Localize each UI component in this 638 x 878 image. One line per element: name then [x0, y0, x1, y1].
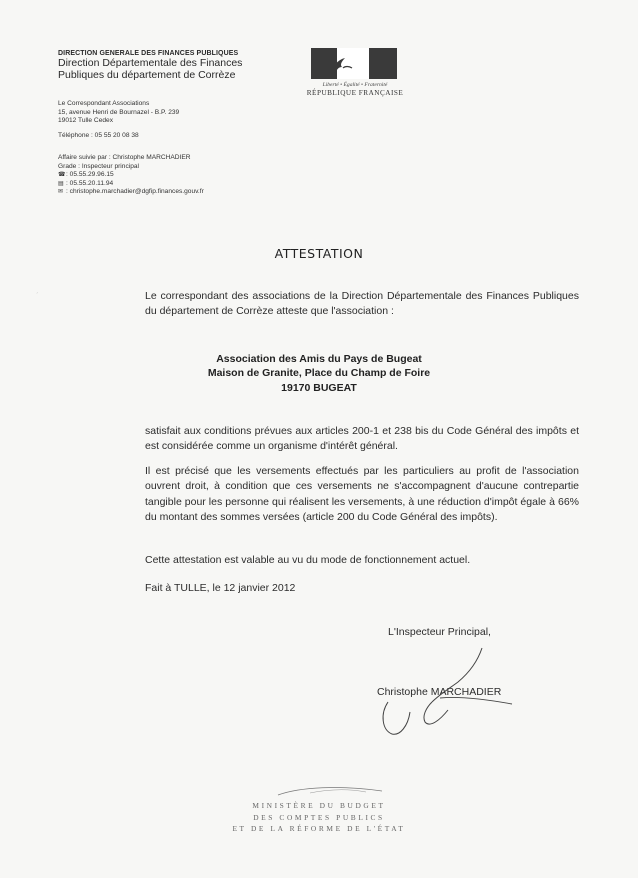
direction-line: Direction Départementale des Finances — [58, 57, 243, 69]
republique-francaise: RÉPUBLIQUE FRANÇAISE — [306, 89, 404, 97]
association-address: Maison de Granite, Place du Champ de Foire — [207, 367, 431, 380]
ministry-mark — [270, 783, 390, 797]
paragraph-conditions: satisfait aux conditions prévues aux articles 200-1 et 238 bis du Code Général des impôts et est considérée comme un organisme d'intérêt général. — [145, 425, 579, 453]
footer-line: DES COMPTES PUBLICS — [253, 812, 385, 822]
letterhead — [58, 50, 288, 81]
republique-logo — [305, 48, 405, 97]
email-icon: ✉ — [58, 189, 64, 196]
paragraph-validity: Cette attestation est valable au vu du mode de fonctionnement actuel. — [145, 554, 471, 566]
handwritten-signature — [370, 630, 530, 740]
contact-email: ✉ : christophe.marchadier@dgfip.finances.gouv.fr — [58, 188, 204, 196]
contact-phone: ☎: 05.55.29.96.15 — [58, 171, 114, 179]
marianne-icon — [327, 54, 355, 76]
sender-address — [58, 100, 179, 126]
signatory-name: Christophe MARCHADIER — [377, 686, 502, 698]
association-city: 19170 BUGEAT — [281, 381, 357, 394]
association-block — [0, 352, 638, 395]
document-title: ATTESTATION — [274, 246, 364, 261]
paragraph-versements: Il est précisé que les versements effectués par les particuliers au profit de l'association ouvrent droit, à condition que ces versements ne s'accompagnent d'aucune contrepartie tangible pour les personne qui réalisent les versements, à une réduction d'impôt égale à 66% du montant des sommes versées (article 200 du Code Général des impôts). — [145, 465, 579, 524]
footer-line: MINISTÈRE DU BUDGET — [252, 801, 386, 810]
address-line: Le Correspondant Associations — [58, 100, 150, 107]
devise: Liberté • Égalité • Fraternité — [322, 82, 388, 88]
contact-fax: ▤ : 05.55.20.11.94 — [58, 179, 114, 187]
direction-line-2: Publiques du département de Corrèze — [58, 69, 236, 81]
contact-block — [58, 154, 204, 197]
footer-line: ET DE LA RÉFORME DE L'ÉTAT — [232, 824, 406, 833]
ministry-footer — [0, 800, 638, 835]
place-date: Fait à TULLE, le 12 janvier 2012 — [145, 582, 296, 594]
address-line: 19012 Tulle Cedex — [58, 117, 113, 125]
association-name: Association des Amis du Pays de Bugeat — [216, 353, 422, 365]
fax-icon: ▤ — [58, 180, 64, 187]
dgfip-heading: DIRECTION GENERALE DES FINANCES PUBLIQUES — [58, 50, 239, 57]
grade: Grade : Inspecteur principal — [58, 162, 139, 170]
phone-icon: ☎ — [58, 172, 66, 179]
margin-mark: ˏ — [36, 288, 38, 294]
address-line: 15, avenue Henri de Bournazel - B.P. 239 — [58, 108, 180, 116]
paragraph-intro: Le correspondant des associations de la Direction Départementale des Finances Publiques du département de Corrèze atteste que l'association : — [145, 290, 579, 318]
signatory-title: L'Inspecteur Principal, — [388, 626, 491, 638]
telephone: Téléphone : 05 55 20 08 38 — [58, 132, 139, 139]
affaire-suivie: Affaire suivie par : Christophe MARCHADIER — [58, 154, 191, 161]
marianne-flag — [311, 48, 397, 79]
